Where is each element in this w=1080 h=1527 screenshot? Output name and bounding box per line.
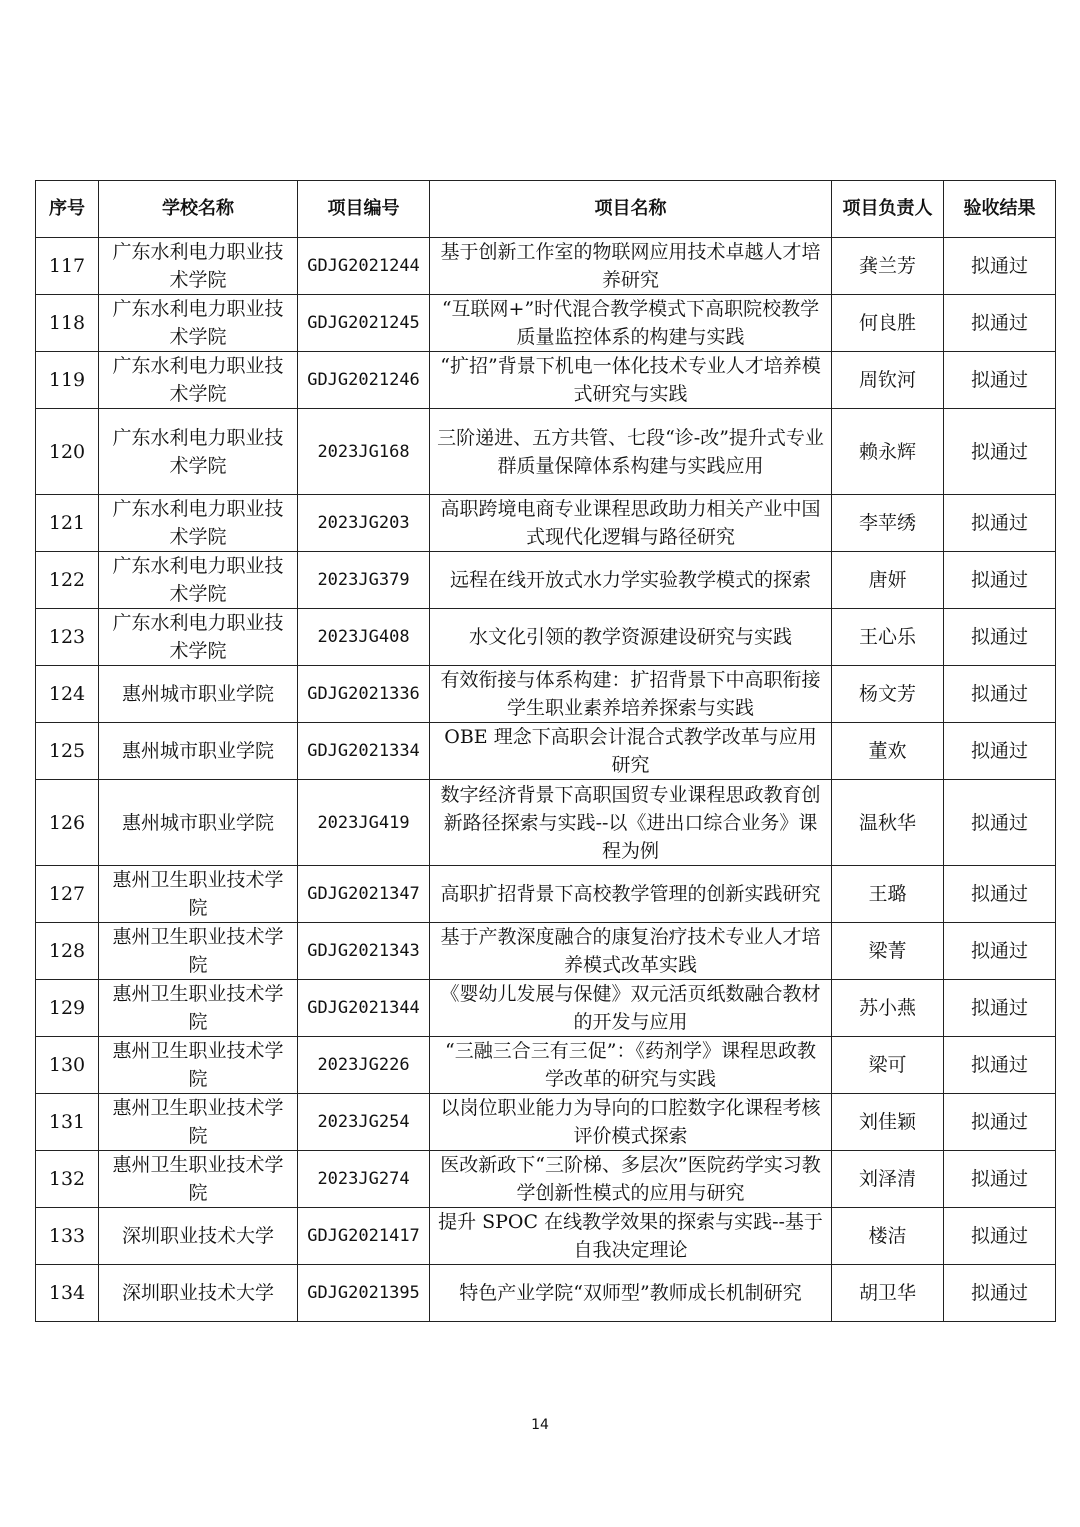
cell-code: 2023JG408 <box>298 609 430 666</box>
cell-result: 拟通过 <box>944 1037 1056 1094</box>
cell-project-name: 三阶递进、五方共管、七段“诊-改”提升式专业群质量保障体系构建与实践应用 <box>430 409 832 495</box>
cell-result: 拟通过 <box>944 1151 1056 1208</box>
cell-result: 拟通过 <box>944 495 1056 552</box>
cell-project-name: 医改新政下“三阶梯、多层次”医院药学实习教学创新性模式的应用与研究 <box>430 1151 832 1208</box>
cell-school: 惠州卫生职业技术学院 <box>99 1151 298 1208</box>
header-school: 学校名称 <box>99 181 298 238</box>
cell-code: GDJG2021246 <box>298 352 430 409</box>
cell-index: 129 <box>36 980 99 1037</box>
cell-school: 广东水利电力职业技术学院 <box>99 352 298 409</box>
cell-index: 119 <box>36 352 99 409</box>
cell-school: 惠州卫生职业技术学院 <box>99 1037 298 1094</box>
table-row <box>36 1151 1056 1208</box>
cell-code: GDJG2021343 <box>298 923 430 980</box>
table-row <box>36 1208 1056 1265</box>
cell-project-name: 《婴幼儿发展与保健》双元活页纸数融合教材的开发与应用 <box>430 980 832 1037</box>
cell-leader: 梁菁 <box>832 923 944 980</box>
cell-index: 127 <box>36 866 99 923</box>
cell-index: 128 <box>36 923 99 980</box>
table-row <box>36 409 1056 495</box>
header-name: 项目名称 <box>430 181 832 238</box>
cell-project-name: OBE 理念下高职会计混合式教学改革与应用研究 <box>430 723 832 780</box>
cell-index: 118 <box>36 295 99 352</box>
cell-result: 拟通过 <box>944 723 1056 780</box>
cell-code: GDJG2021336 <box>298 666 430 723</box>
cell-result: 拟通过 <box>944 780 1056 866</box>
cell-code: 2023JG168 <box>298 409 430 495</box>
table-row <box>36 923 1056 980</box>
cell-index: 124 <box>36 666 99 723</box>
cell-result: 拟通过 <box>944 923 1056 980</box>
cell-leader: 龚兰芳 <box>832 238 944 295</box>
cell-index: 121 <box>36 495 99 552</box>
table-row <box>36 980 1056 1037</box>
cell-index: 133 <box>36 1208 99 1265</box>
table-row <box>36 609 1056 666</box>
cell-index: 132 <box>36 1151 99 1208</box>
cell-code: 2023JG226 <box>298 1037 430 1094</box>
cell-code: GDJG2021347 <box>298 866 430 923</box>
cell-leader: 王心乐 <box>832 609 944 666</box>
cell-code: GDJG2021245 <box>298 295 430 352</box>
table-row <box>36 295 1056 352</box>
cell-school: 惠州卫生职业技术学院 <box>99 923 298 980</box>
cell-project-name: 远程在线开放式水力学实验教学模式的探索 <box>430 552 832 609</box>
cell-index: 122 <box>36 552 99 609</box>
cell-leader: 赖永辉 <box>832 409 944 495</box>
cell-index: 117 <box>36 238 99 295</box>
cell-school: 惠州城市职业学院 <box>99 666 298 723</box>
cell-school: 深圳职业技术大学 <box>99 1208 298 1265</box>
cell-project-name: 提升 SPOC 在线教学效果的探索与实践--基于自我决定理论 <box>430 1208 832 1265</box>
cell-result: 拟通过 <box>944 238 1056 295</box>
header-result: 验收结果 <box>944 181 1056 238</box>
cell-code: 2023JG274 <box>298 1151 430 1208</box>
cell-school: 广东水利电力职业技术学院 <box>99 295 298 352</box>
cell-leader: 苏小燕 <box>832 980 944 1037</box>
cell-result: 拟通过 <box>944 552 1056 609</box>
table-header-row <box>36 181 1056 238</box>
cell-leader: 李苹绣 <box>832 495 944 552</box>
cell-result: 拟通过 <box>944 409 1056 495</box>
cell-leader: 董欢 <box>832 723 944 780</box>
cell-project-name: 以岗位职业能力为导向的口腔数字化课程考核评价模式探索 <box>430 1094 832 1151</box>
cell-code: GDJG2021344 <box>298 980 430 1037</box>
cell-result: 拟通过 <box>944 1094 1056 1151</box>
cell-project-name: 有效衔接与体系构建：扩招背景下中高职衔接学生职业素养培养探索与实践 <box>430 666 832 723</box>
cell-project-name: “扩招”背景下机电一体化技术专业人才培养模式研究与实践 <box>430 352 832 409</box>
cell-index: 126 <box>36 780 99 866</box>
cell-index: 131 <box>36 1094 99 1151</box>
table-row <box>36 238 1056 295</box>
cell-index: 134 <box>36 1265 99 1322</box>
cell-school: 广东水利电力职业技术学院 <box>99 552 298 609</box>
cell-school: 惠州卫生职业技术学院 <box>99 1094 298 1151</box>
cell-index: 123 <box>36 609 99 666</box>
table-row <box>36 780 1056 866</box>
header-index: 序号 <box>36 181 99 238</box>
cell-result: 拟通过 <box>944 666 1056 723</box>
cell-school: 惠州卫生职业技术学院 <box>99 980 298 1037</box>
cell-leader: 唐妍 <box>832 552 944 609</box>
cell-project-name: “互联网+”时代混合教学模式下高职院校教学质量监控体系的构建与实践 <box>430 295 832 352</box>
project-table <box>35 180 1056 1322</box>
cell-index: 120 <box>36 409 99 495</box>
cell-code: GDJG2021417 <box>298 1208 430 1265</box>
cell-index: 125 <box>36 723 99 780</box>
header-code: 项目编号 <box>298 181 430 238</box>
cell-project-name: 水文化引领的教学资源建设研究与实践 <box>430 609 832 666</box>
cell-leader: 周钦河 <box>832 352 944 409</box>
cell-result: 拟通过 <box>944 609 1056 666</box>
cell-code: 2023JG379 <box>298 552 430 609</box>
cell-project-name: “三融三合三有三促”：《药剂学》课程思政教学改革的研究与实践 <box>430 1037 832 1094</box>
cell-code: 2023JG203 <box>298 495 430 552</box>
table-row <box>36 723 1056 780</box>
cell-result: 拟通过 <box>944 1265 1056 1322</box>
cell-school: 深圳职业技术大学 <box>99 1265 298 1322</box>
table-body <box>36 238 1056 1322</box>
cell-project-name: 基于产教深度融合的康复治疗技术专业人才培养模式改革实践 <box>430 923 832 980</box>
cell-leader: 王璐 <box>832 866 944 923</box>
cell-result: 拟通过 <box>944 980 1056 1037</box>
table-row <box>36 1094 1056 1151</box>
cell-leader: 刘泽清 <box>832 1151 944 1208</box>
table-row <box>36 666 1056 723</box>
cell-code: 2023JG419 <box>298 780 430 866</box>
header-leader: 项目负责人 <box>832 181 944 238</box>
table-row <box>36 1265 1056 1322</box>
cell-school: 广东水利电力职业技术学院 <box>99 609 298 666</box>
cell-school: 惠州城市职业学院 <box>99 780 298 866</box>
cell-leader: 梁可 <box>832 1037 944 1094</box>
cell-result: 拟通过 <box>944 1208 1056 1265</box>
table-row <box>36 866 1056 923</box>
cell-school: 广东水利电力职业技术学院 <box>99 238 298 295</box>
cell-project-name: 数字经济背景下高职国贸专业课程思政教育创新路径探索与实践--以《进出口综合业务》课程为例 <box>430 780 832 866</box>
table-row <box>36 552 1056 609</box>
cell-leader: 杨文芳 <box>832 666 944 723</box>
cell-school: 广东水利电力职业技术学院 <box>99 409 298 495</box>
cell-project-name: 基于创新工作室的物联网应用技术卓越人才培养研究 <box>430 238 832 295</box>
table-row <box>36 495 1056 552</box>
cell-leader: 温秋华 <box>832 780 944 866</box>
cell-result: 拟通过 <box>944 295 1056 352</box>
cell-leader: 何良胜 <box>832 295 944 352</box>
cell-school: 惠州城市职业学院 <box>99 723 298 780</box>
cell-index: 130 <box>36 1037 99 1094</box>
cell-code: GDJG2021334 <box>298 723 430 780</box>
cell-school: 惠州卫生职业技术学院 <box>99 866 298 923</box>
table-row <box>36 1037 1056 1094</box>
cell-leader: 刘佳颖 <box>832 1094 944 1151</box>
cell-project-name: 高职跨境电商专业课程思政助力相关产业中国式现代化逻辑与路径研究 <box>430 495 832 552</box>
cell-code: GDJG2021395 <box>298 1265 430 1322</box>
cell-code: 2023JG254 <box>298 1094 430 1151</box>
cell-leader: 胡卫华 <box>832 1265 944 1322</box>
cell-project-name: 特色产业学院“双师型”教师成长机制研究 <box>430 1265 832 1322</box>
cell-project-name: 高职扩招背景下高校教学管理的创新实践研究 <box>430 866 832 923</box>
cell-result: 拟通过 <box>944 352 1056 409</box>
page-number: 14 <box>531 1417 549 1433</box>
cell-result: 拟通过 <box>944 866 1056 923</box>
cell-school: 广东水利电力职业技术学院 <box>99 495 298 552</box>
cell-leader: 楼洁 <box>832 1208 944 1265</box>
table-row <box>36 352 1056 409</box>
cell-code: GDJG2021244 <box>298 238 430 295</box>
